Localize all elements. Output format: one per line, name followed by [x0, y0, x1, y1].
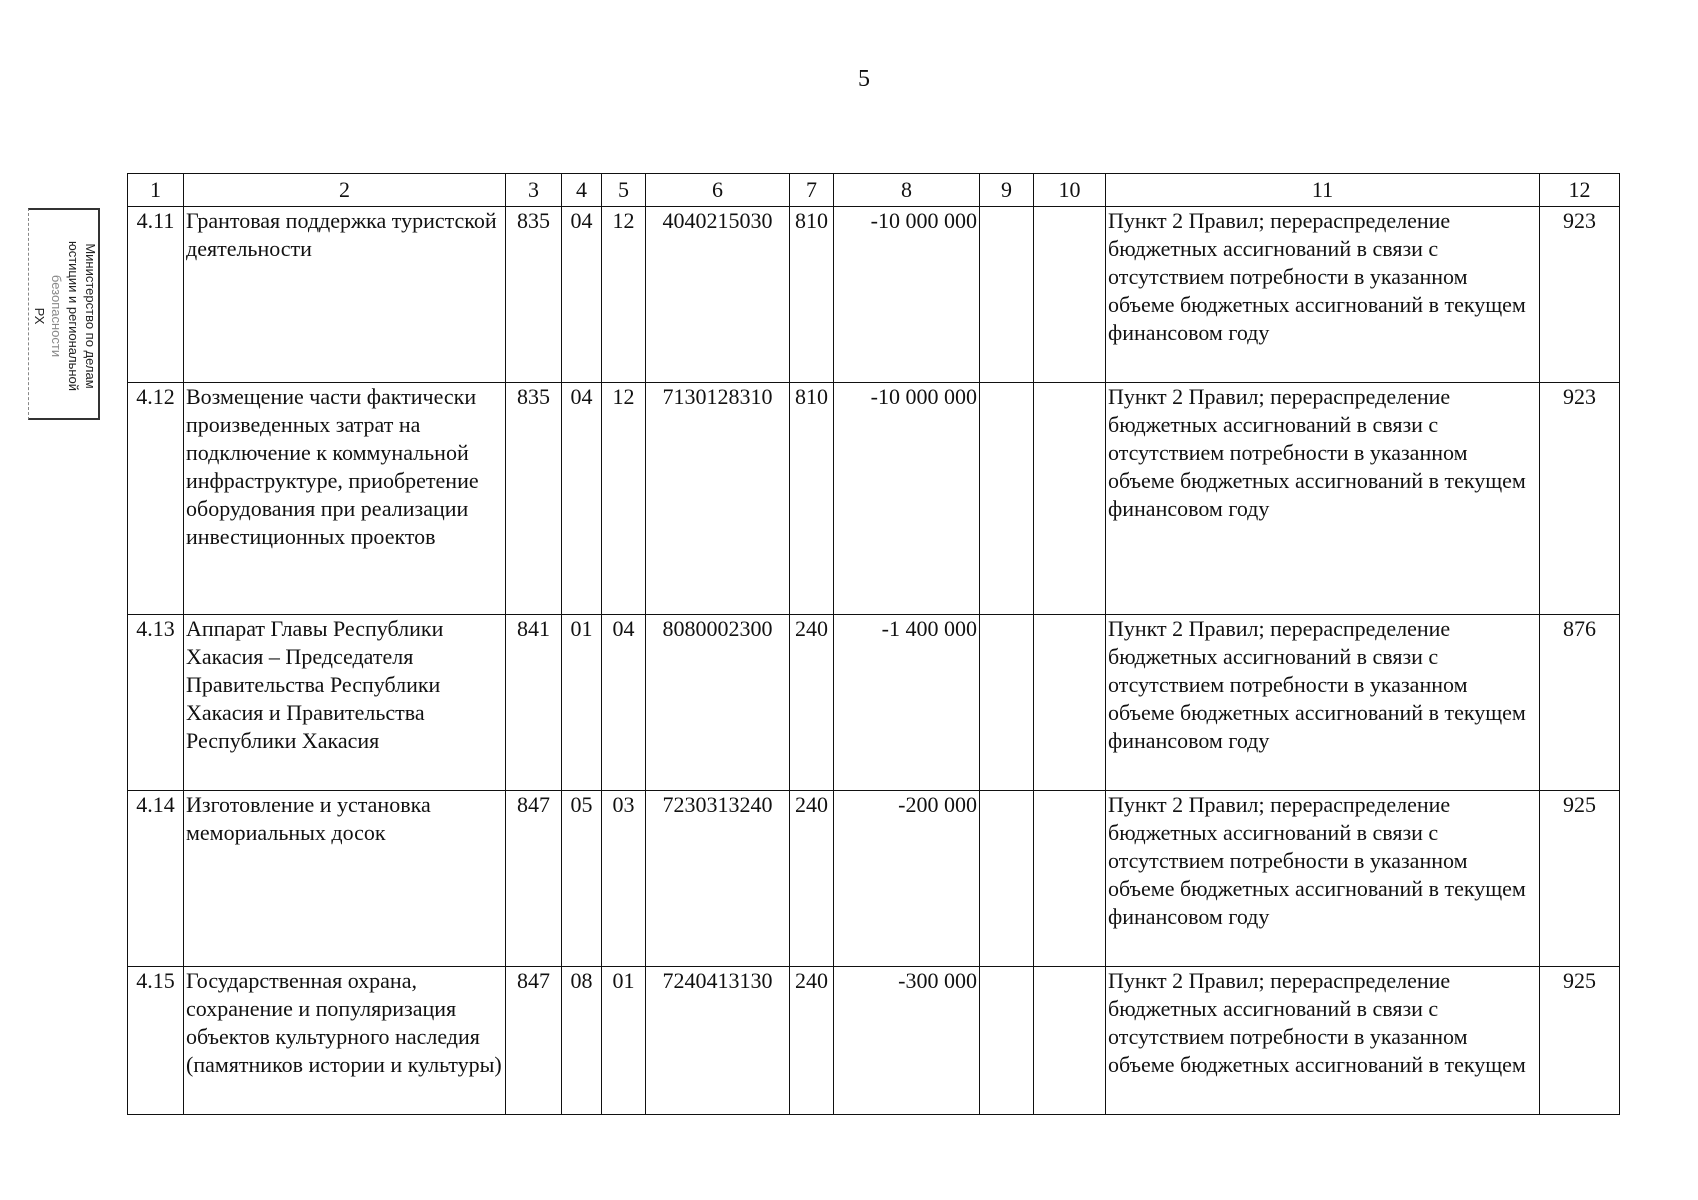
- cell-col-10: [1034, 383, 1106, 615]
- header-col-12: 12: [1540, 174, 1620, 207]
- cell-col-11: Пункт 2 Правил; перераспределение бюджетных ассигнований в связи с отсутствием потребности в указанном объеме бюджетных ассигнований в текущем финансовом году: [1106, 207, 1540, 383]
- stamp-line-1: Министерство по делам: [83, 243, 98, 389]
- cell-col-5: 04: [602, 615, 646, 791]
- cell-col-12: 923: [1540, 207, 1620, 383]
- cell-col-9: [980, 207, 1034, 383]
- header-col-11: 11: [1106, 174, 1540, 207]
- cell-col-7: 240: [790, 791, 834, 967]
- row-number: 4.14: [128, 791, 184, 967]
- header-col-7: 7: [790, 174, 834, 207]
- table-row: [128, 791, 1620, 967]
- cell-col-10: [1034, 791, 1106, 967]
- row-name: Государственная охрана, сохранение и популяризация объектов культурного наследия (памятников истории и культуры): [184, 967, 506, 1115]
- row-number: 4.12: [128, 383, 184, 615]
- cell-col-8: -1 400 000: [834, 615, 980, 791]
- header-col-2: 2: [184, 174, 506, 207]
- cell-col-4: 04: [562, 383, 602, 615]
- row-name: Аппарат Главы Республики Хакасия – Председателя Правительства Республики Хакасия и Правительства Республики Хакасия: [184, 615, 506, 791]
- cell-col-12: 925: [1540, 791, 1620, 967]
- header-col-4: 4: [562, 174, 602, 207]
- cell-col-5: 03: [602, 791, 646, 967]
- header-col-1: 1: [128, 174, 184, 207]
- cell-col-10: [1034, 615, 1106, 791]
- cell-col-6: 8080002300: [646, 615, 790, 791]
- cell-col-10: [1034, 967, 1106, 1115]
- cell-col-4: 01: [562, 615, 602, 791]
- cell-col-10: [1034, 207, 1106, 383]
- cell-col-12: 923: [1540, 383, 1620, 615]
- cell-col-3: 847: [506, 967, 562, 1115]
- cell-col-8: -10 000 000: [834, 383, 980, 615]
- cell-col-6: 7230313240: [646, 791, 790, 967]
- row-number: 4.13: [128, 615, 184, 791]
- row-name: Возмещение части фактически произведенных затрат на подключение к коммунальной инфраструктуре, приобретение оборудования при реализации инвестиционных проектов: [184, 383, 506, 615]
- table-row: [128, 615, 1620, 791]
- header-col-5: 5: [602, 174, 646, 207]
- cell-col-11: Пункт 2 Правил; перераспределение бюджетных ассигнований в связи с отсутствием потребности в указанном объеме бюджетных ассигнований в текущем: [1106, 967, 1540, 1115]
- row-name: Грантовая поддержка туристской деятельности: [184, 207, 506, 383]
- cell-col-3: 841: [506, 615, 562, 791]
- budget-table: [127, 173, 1620, 1115]
- row-number: 4.15: [128, 967, 184, 1115]
- page-number: 5: [858, 66, 870, 92]
- cell-col-9: [980, 615, 1034, 791]
- cell-col-9: [980, 383, 1034, 615]
- cell-col-6: 4040215030: [646, 207, 790, 383]
- cell-col-8: -10 000 000: [834, 207, 980, 383]
- registration-stamp: [28, 208, 100, 420]
- cell-col-9: [980, 791, 1034, 967]
- cell-col-11: Пункт 2 Правил; перераспределение бюджетных ассигнований в связи с отсутствием потребности в указанном объеме бюджетных ассигнований в текущем финансовом году: [1106, 383, 1540, 615]
- cell-col-5: 12: [602, 207, 646, 383]
- cell-col-11: Пункт 2 Правил; перераспределение бюджетных ассигнований в связи с отсутствием потребности в указанном объеме бюджетных ассигнований в текущем финансовом году: [1106, 615, 1540, 791]
- table-row: [128, 207, 1620, 383]
- cell-col-4: 05: [562, 791, 602, 967]
- cell-col-5: 01: [602, 967, 646, 1115]
- cell-col-8: -300 000: [834, 967, 980, 1115]
- cell-col-11: Пункт 2 Правил; перераспределение бюджетных ассигнований в связи с отсутствием потребности в указанном объеме бюджетных ассигнований в текущем финансовом году: [1106, 791, 1540, 967]
- cell-col-9: [980, 967, 1034, 1115]
- stamp-line-2: юстиции и региональной: [66, 240, 81, 392]
- table-row: [128, 383, 1620, 615]
- cell-col-7: 240: [790, 615, 834, 791]
- cell-col-8: -200 000: [834, 791, 980, 967]
- cell-col-7: 810: [790, 207, 834, 383]
- header-row: [128, 174, 1620, 207]
- cell-col-6: 7240413130: [646, 967, 790, 1115]
- header-col-8: 8: [834, 174, 980, 207]
- cell-col-7: 810: [790, 383, 834, 615]
- header-col-10: 10: [1034, 174, 1106, 207]
- cell-col-12: 876: [1540, 615, 1620, 791]
- cell-col-12: 925: [1540, 967, 1620, 1115]
- cell-col-3: 835: [506, 207, 562, 383]
- header-col-9: 9: [980, 174, 1034, 207]
- cell-col-5: 12: [602, 383, 646, 615]
- cell-col-3: 847: [506, 791, 562, 967]
- cell-col-4: 08: [562, 967, 602, 1115]
- cell-col-4: 04: [562, 207, 602, 383]
- cell-col-3: 835: [506, 383, 562, 615]
- row-name: Изготовление и установка мемориальных досок: [184, 791, 506, 967]
- header-col-6: 6: [646, 174, 790, 207]
- stamp-line-4: РХ: [32, 307, 47, 325]
- cell-col-6: 7130128310: [646, 383, 790, 615]
- stamp-line-3: безопасности: [49, 274, 64, 358]
- table-row: [128, 967, 1620, 1115]
- header-col-3: 3: [506, 174, 562, 207]
- cell-col-7: 240: [790, 967, 834, 1115]
- row-number: 4.11: [128, 207, 184, 383]
